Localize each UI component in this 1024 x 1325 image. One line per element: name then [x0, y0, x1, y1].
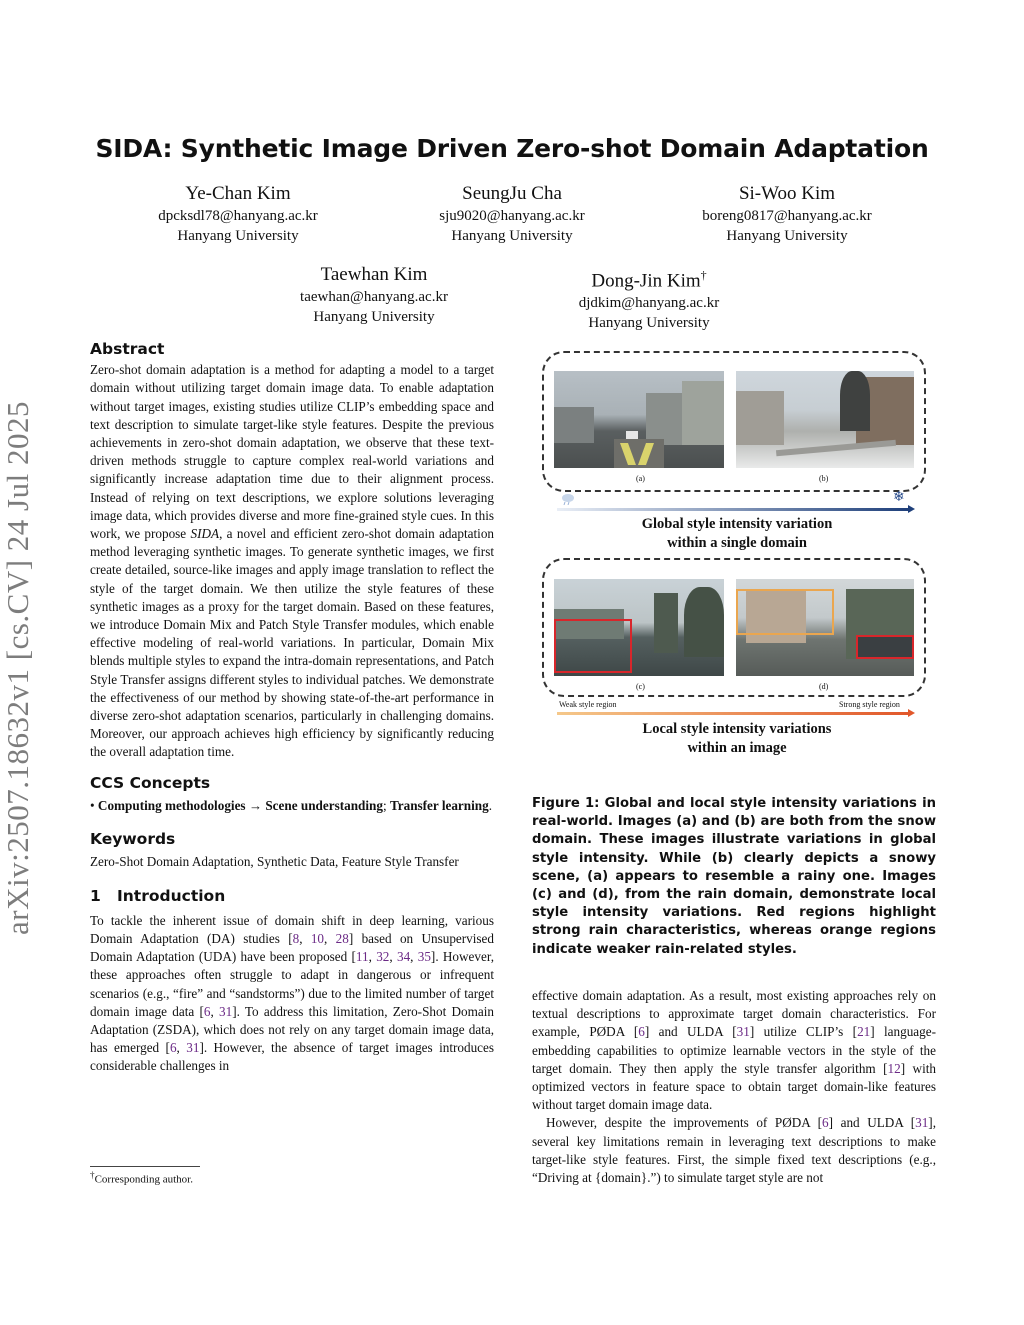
citation-link[interactable]: 8	[292, 930, 300, 946]
author-name: Ye-Chan Kim	[185, 183, 291, 204]
right-column	[532, 987, 936, 1187]
author-name: Si-Woo Kim	[738, 183, 836, 204]
figure-caption: Figure 1: Global and local style intensity variations in real-world. Images (a) and (b) are both from the snow domain. These images illustrate variations in global style intensity. While (b) clearly depicts a snowy scene, (a) appears to resemble a rainy one. Images (c) and (d), from the rain domain, demonstrate local style intensity variations. Red regions highlight strong rain characteristics, whereas orange regions indicate weaker rain-related styles.	[532, 796, 936, 957]
author-email: dpcksdl78@hanyang.ac.kr	[158, 208, 318, 224]
ccs-term: Scene understanding	[265, 797, 383, 813]
footnote	[90, 1170, 494, 1186]
label-c: (c)	[636, 682, 645, 691]
citation-link[interactable]: 31	[219, 1003, 233, 1019]
text-run: ,	[299, 930, 311, 946]
citation-link[interactable]: 11	[355, 949, 369, 965]
text-run: ], several key limitations remain in leveraging text descriptions to make target-like style features. First, the simple fixed text descriptions (e.g., “Driving at {domain}.”) to simulate target style are not	[532, 1115, 936, 1186]
label-a: (a)	[636, 474, 645, 483]
citation-link[interactable]: 35	[417, 949, 431, 965]
abstract-heading: Abstract	[90, 340, 165, 358]
author-name	[529, 263, 769, 293]
author-affiliation: Hanyang University	[451, 228, 573, 244]
citation-link[interactable]: 31	[186, 1040, 200, 1056]
citation-link[interactable]: 28	[335, 930, 349, 946]
arrow-head	[908, 709, 915, 717]
author-email: boreng0817@hanyang.ac.kr	[702, 208, 872, 224]
left-column	[90, 340, 494, 1076]
author-name: Taewhan Kim	[320, 264, 428, 285]
local-title	[577, 720, 897, 758]
text-run: ] language-embedding capabilities to optimize learnable vectors in the style of the target domain. They then apply the style transfer algorithm [	[532, 1024, 936, 1076]
strong-region-box	[856, 635, 914, 659]
text-run: ] and ULDA [	[644, 1024, 737, 1040]
text-run: ,	[389, 949, 397, 965]
author-name: SeungJu Cha	[462, 183, 562, 204]
author-block	[667, 182, 907, 246]
ccs-term: Computing methodologies	[97, 797, 246, 813]
separator: ;	[382, 797, 387, 813]
author-block	[529, 263, 769, 333]
ccs-term: Transfer learning	[389, 797, 489, 813]
paper-title: SIDA: Synthetic Image Driven Zero-shot Domain Adaptation	[95, 134, 929, 163]
text-run: effective domain adaptation. As a result, most existing approaches rely on textual descriptions to approximate target domain characteristics. For example, PØDA [	[532, 988, 936, 1040]
keywords-text: Zero-Shot Domain Adaptation, Synthetic Data, Feature Style Transfer	[90, 854, 459, 870]
text-run: ]. However, these approaches often struggle to adapt in dangerous or infrequent scenarios (e.g., “fire” and “sandstorms”) due to the limited number of target domain image data [	[90, 949, 494, 1019]
intro-paragraph	[90, 912, 494, 1076]
author-affiliation: Hanyang University	[313, 309, 435, 325]
citation-link[interactable]: 12	[887, 1060, 901, 1076]
intro-heading	[90, 887, 494, 905]
arrow: →	[248, 797, 263, 813]
author-block	[254, 263, 494, 327]
citation-link[interactable]: 6	[638, 1024, 645, 1040]
section-title: Introduction	[117, 887, 226, 906]
label-b: (b)	[819, 474, 829, 483]
ccs-concepts	[90, 797, 494, 815]
text-run: However, despite the improvements of PØDA [	[546, 1115, 823, 1131]
author-affiliation: Hanyang University	[588, 315, 710, 332]
image-a	[554, 371, 724, 468]
abstract-text-part: Zero-shot domain adaptation is a method for adapting a model to a target domain without utilizing target domain image data. To enable adaptation without target images, existing studies utilize CLIP’s embedding space and text description to simulate target-like style features. Despite the previous achievements in zero-shot domain adaptation, we observe that these text-driven methods struggle to capture complex real-world variations and significantly increase adaptation time due to their alignment process. Instead of relying on text descriptions, we explore solutions leveraging image data, which provides diverse and more fine-grained style cues. In this work, we propose	[90, 362, 494, 542]
strong-style-label: Strong style region	[839, 700, 900, 709]
footnote-mark: †	[90, 1170, 95, 1180]
footnote-text: Corresponding author.	[94, 1173, 193, 1186]
text-run: ]. To address this limitation, Zero-Shot Domain Adaptation (ZSDA), which does not rely on any target domain image data, has emerged [	[90, 1003, 494, 1056]
author-affiliation: Hanyang University	[726, 228, 848, 244]
author-email: sju9020@hanyang.ac.kr	[439, 208, 585, 224]
author-name-text: Dong-Jin Kim	[591, 270, 701, 292]
citation-link[interactable]: 31	[915, 1115, 929, 1131]
citation-link[interactable]: 32	[376, 949, 390, 965]
weak-region-box	[736, 589, 834, 635]
author-email: djdkim@hanyang.ac.kr	[578, 295, 720, 312]
global-title	[577, 515, 897, 553]
text-run: ] and ULDA [	[828, 1115, 916, 1131]
text-run: To tackle the inherent issue of domain shift in deep learning, various Domain Adaptation (DA) studies [	[90, 912, 494, 946]
method-name: SIDA	[190, 526, 220, 542]
citation-link[interactable]: 6	[822, 1115, 829, 1131]
text-run: ,	[324, 930, 336, 946]
cloud-rain-icon	[561, 492, 575, 504]
text-run: ] based on Unsupervised Domain Adaptation (UDA) have been proposed [	[90, 930, 494, 965]
abstract-text	[90, 361, 494, 761]
author-block	[392, 182, 632, 246]
local-intensity-bar	[557, 712, 910, 715]
weak-style-label: Weak style region	[559, 700, 617, 709]
period: .	[488, 797, 493, 813]
text-run: ,	[410, 949, 418, 965]
strong-region-box	[554, 619, 632, 673]
citation-link[interactable]: 6	[169, 1040, 177, 1056]
text-run: ]. However, the absence of target images introduces considerable challenges in	[90, 1040, 495, 1074]
text-run: ,	[210, 1003, 220, 1019]
author-affiliation: Hanyang University	[177, 228, 299, 244]
global-title-line: Global style intensity variation	[641, 516, 833, 532]
section-number: 1	[90, 887, 101, 906]
label-d: (d)	[819, 682, 829, 691]
local-title-line: within an image	[687, 740, 787, 756]
footnote-rule	[90, 1166, 200, 1167]
image-b	[736, 371, 914, 468]
local-title-line: Local style intensity variations	[642, 721, 832, 737]
text-run: ] with optimized vectors in feature space to obtain target domain-like features without target domain image data.	[532, 1060, 936, 1113]
global-title-line: within a single domain	[667, 535, 807, 551]
snowflake-icon: ❄	[893, 489, 905, 505]
figure-1	[537, 343, 937, 773]
citation-link[interactable]: 10	[310, 930, 325, 946]
citation-link[interactable]: 6	[203, 1003, 211, 1019]
image-d	[736, 579, 914, 676]
intro-paragraph	[532, 987, 936, 1114]
author-block	[118, 182, 358, 246]
intro-paragraph	[532, 1114, 936, 1187]
author-email: taewhan@hanyang.ac.kr	[300, 289, 448, 305]
arxiv-identifier: arXiv:2507.18632v1 [cs.CV] 24 Jul 2025	[0, 401, 35, 935]
arrow-head	[908, 505, 915, 513]
keywords-heading: Keywords	[90, 830, 176, 849]
text-run: ,	[176, 1040, 187, 1056]
text-run: ,	[368, 949, 377, 965]
corresponding-mark: †	[700, 268, 707, 282]
text-run: ] utilize CLIP’s [	[749, 1024, 858, 1040]
citation-link[interactable]: 34	[396, 949, 411, 965]
bullet: •	[90, 797, 95, 813]
ccs-heading: CCS Concepts	[90, 773, 211, 792]
citation-link[interactable]: 21	[857, 1024, 871, 1040]
citation-link[interactable]: 31	[736, 1024, 750, 1040]
abstract-text-part: , a novel and efficient zero-shot domain adaptation method leveraging synthetic images. To generate synthetic images, we first create detailed, source-like images and apply image translation to reflect the style of the target domain. We then utilize the style features of these synthetic images as a proxy for the target domain. Based on these features, we introduce Domain Mix and Patch Style Transfer modules, which enable effective modeling of real-world variations. In particular, Domain Mix blends multiple styles to expand the intra-domain representations, and Patch Style Transfer assigns different styles to individual patches. We demonstrate the effectiveness of our method by showing state-of-the-art performance in diverse zero-shot adaptation scenarios, particularly in challenging domains. Moreover, our approach achieves high efficiency by significantly reducing the overall adaptation time.	[90, 526, 495, 760]
global-intensity-bar	[557, 508, 910, 511]
image-c	[554, 579, 724, 676]
